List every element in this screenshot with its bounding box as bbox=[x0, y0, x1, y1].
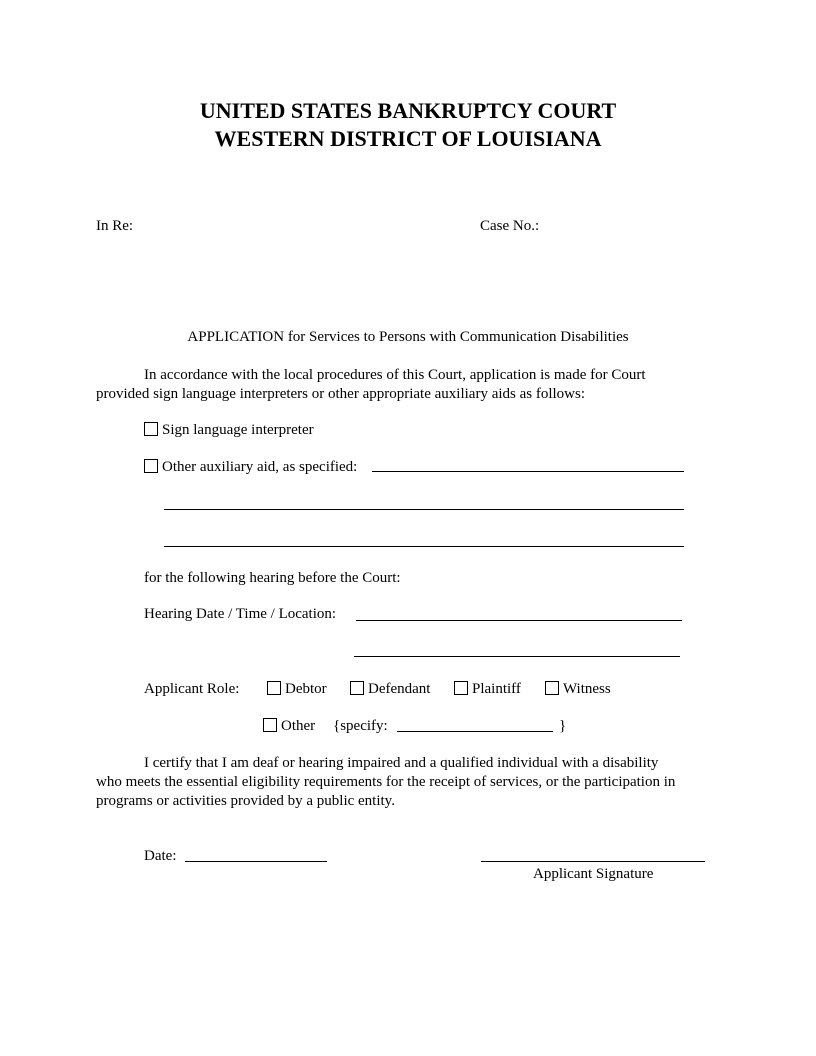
signature-line[interactable] bbox=[481, 861, 705, 862]
in-re-label: In Re: bbox=[96, 218, 134, 234]
sign-language-checkbox[interactable] bbox=[144, 422, 158, 436]
applicant-signature-label: Applicant Signature bbox=[533, 866, 654, 882]
court-title-line2: WESTERN DISTRICT OF LOUISIANA bbox=[214, 126, 602, 151]
role-other[interactable] bbox=[263, 717, 315, 736]
other-aid-checkbox[interactable] bbox=[144, 459, 158, 473]
case-no-label: Case No.: bbox=[480, 218, 540, 234]
date-line[interactable] bbox=[185, 861, 327, 862]
hearing-intro: for the following hearing before the Court: bbox=[144, 570, 401, 586]
option-other-aid[interactable] bbox=[144, 458, 357, 477]
certification-line-3: programs or activities provided by a public entity. bbox=[96, 793, 395, 809]
applicant-role-label: Applicant Role: bbox=[144, 681, 240, 697]
specify-open: {specify: bbox=[333, 718, 388, 734]
other-role-specify-line[interactable] bbox=[397, 731, 553, 732]
plaintiff-label: Plaintiff bbox=[472, 681, 521, 697]
witness-label: Witness bbox=[563, 681, 611, 697]
specify-close: } bbox=[559, 718, 567, 734]
certification-line-2: who meets the essential eligibility requirements for the receipt of services, or the participation in bbox=[96, 774, 676, 790]
other-role-label: Other bbox=[281, 718, 316, 734]
intro-line-2: provided sign language interpreters or other appropriate auxiliary aids as follows: bbox=[96, 386, 586, 402]
debtor-label: Debtor bbox=[285, 681, 327, 697]
hearing-label: Hearing Date / Time / Location: bbox=[144, 606, 337, 622]
hearing-details-line-2[interactable] bbox=[354, 656, 680, 657]
defendant-label: Defendant bbox=[368, 681, 431, 697]
hearing-details-line-1[interactable] bbox=[356, 620, 682, 621]
role-defendant[interactable] bbox=[350, 680, 430, 699]
other-role-checkbox[interactable] bbox=[263, 718, 277, 732]
debtor-checkbox[interactable] bbox=[267, 681, 281, 695]
option-sign-language[interactable] bbox=[144, 421, 314, 440]
application-title: APPLICATION for Services to Persons with Communication Disabilities bbox=[187, 329, 629, 345]
certification-line-1: I certify that I am deaf or hearing impaired and a qualified individual with a disability bbox=[144, 755, 659, 771]
role-plaintiff[interactable] bbox=[454, 680, 521, 699]
other-aid-line-2[interactable] bbox=[164, 509, 684, 510]
other-aid-line-3[interactable] bbox=[164, 546, 684, 547]
sign-language-label: Sign language interpreter bbox=[162, 422, 314, 438]
witness-checkbox[interactable] bbox=[545, 681, 559, 695]
role-witness[interactable] bbox=[545, 680, 611, 699]
role-debtor[interactable] bbox=[267, 680, 327, 699]
other-aid-specify-line[interactable] bbox=[372, 471, 684, 472]
plaintiff-checkbox[interactable] bbox=[454, 681, 468, 695]
court-title-line1: UNITED STATES BANKRUPTCY COURT bbox=[199, 98, 617, 123]
other-aid-label: Other auxiliary aid, as specified: bbox=[162, 459, 358, 475]
defendant-checkbox[interactable] bbox=[350, 681, 364, 695]
date-label: Date: bbox=[144, 848, 177, 864]
intro-line-1: In accordance with the local procedures of this Court, application is made for Court bbox=[144, 367, 646, 383]
